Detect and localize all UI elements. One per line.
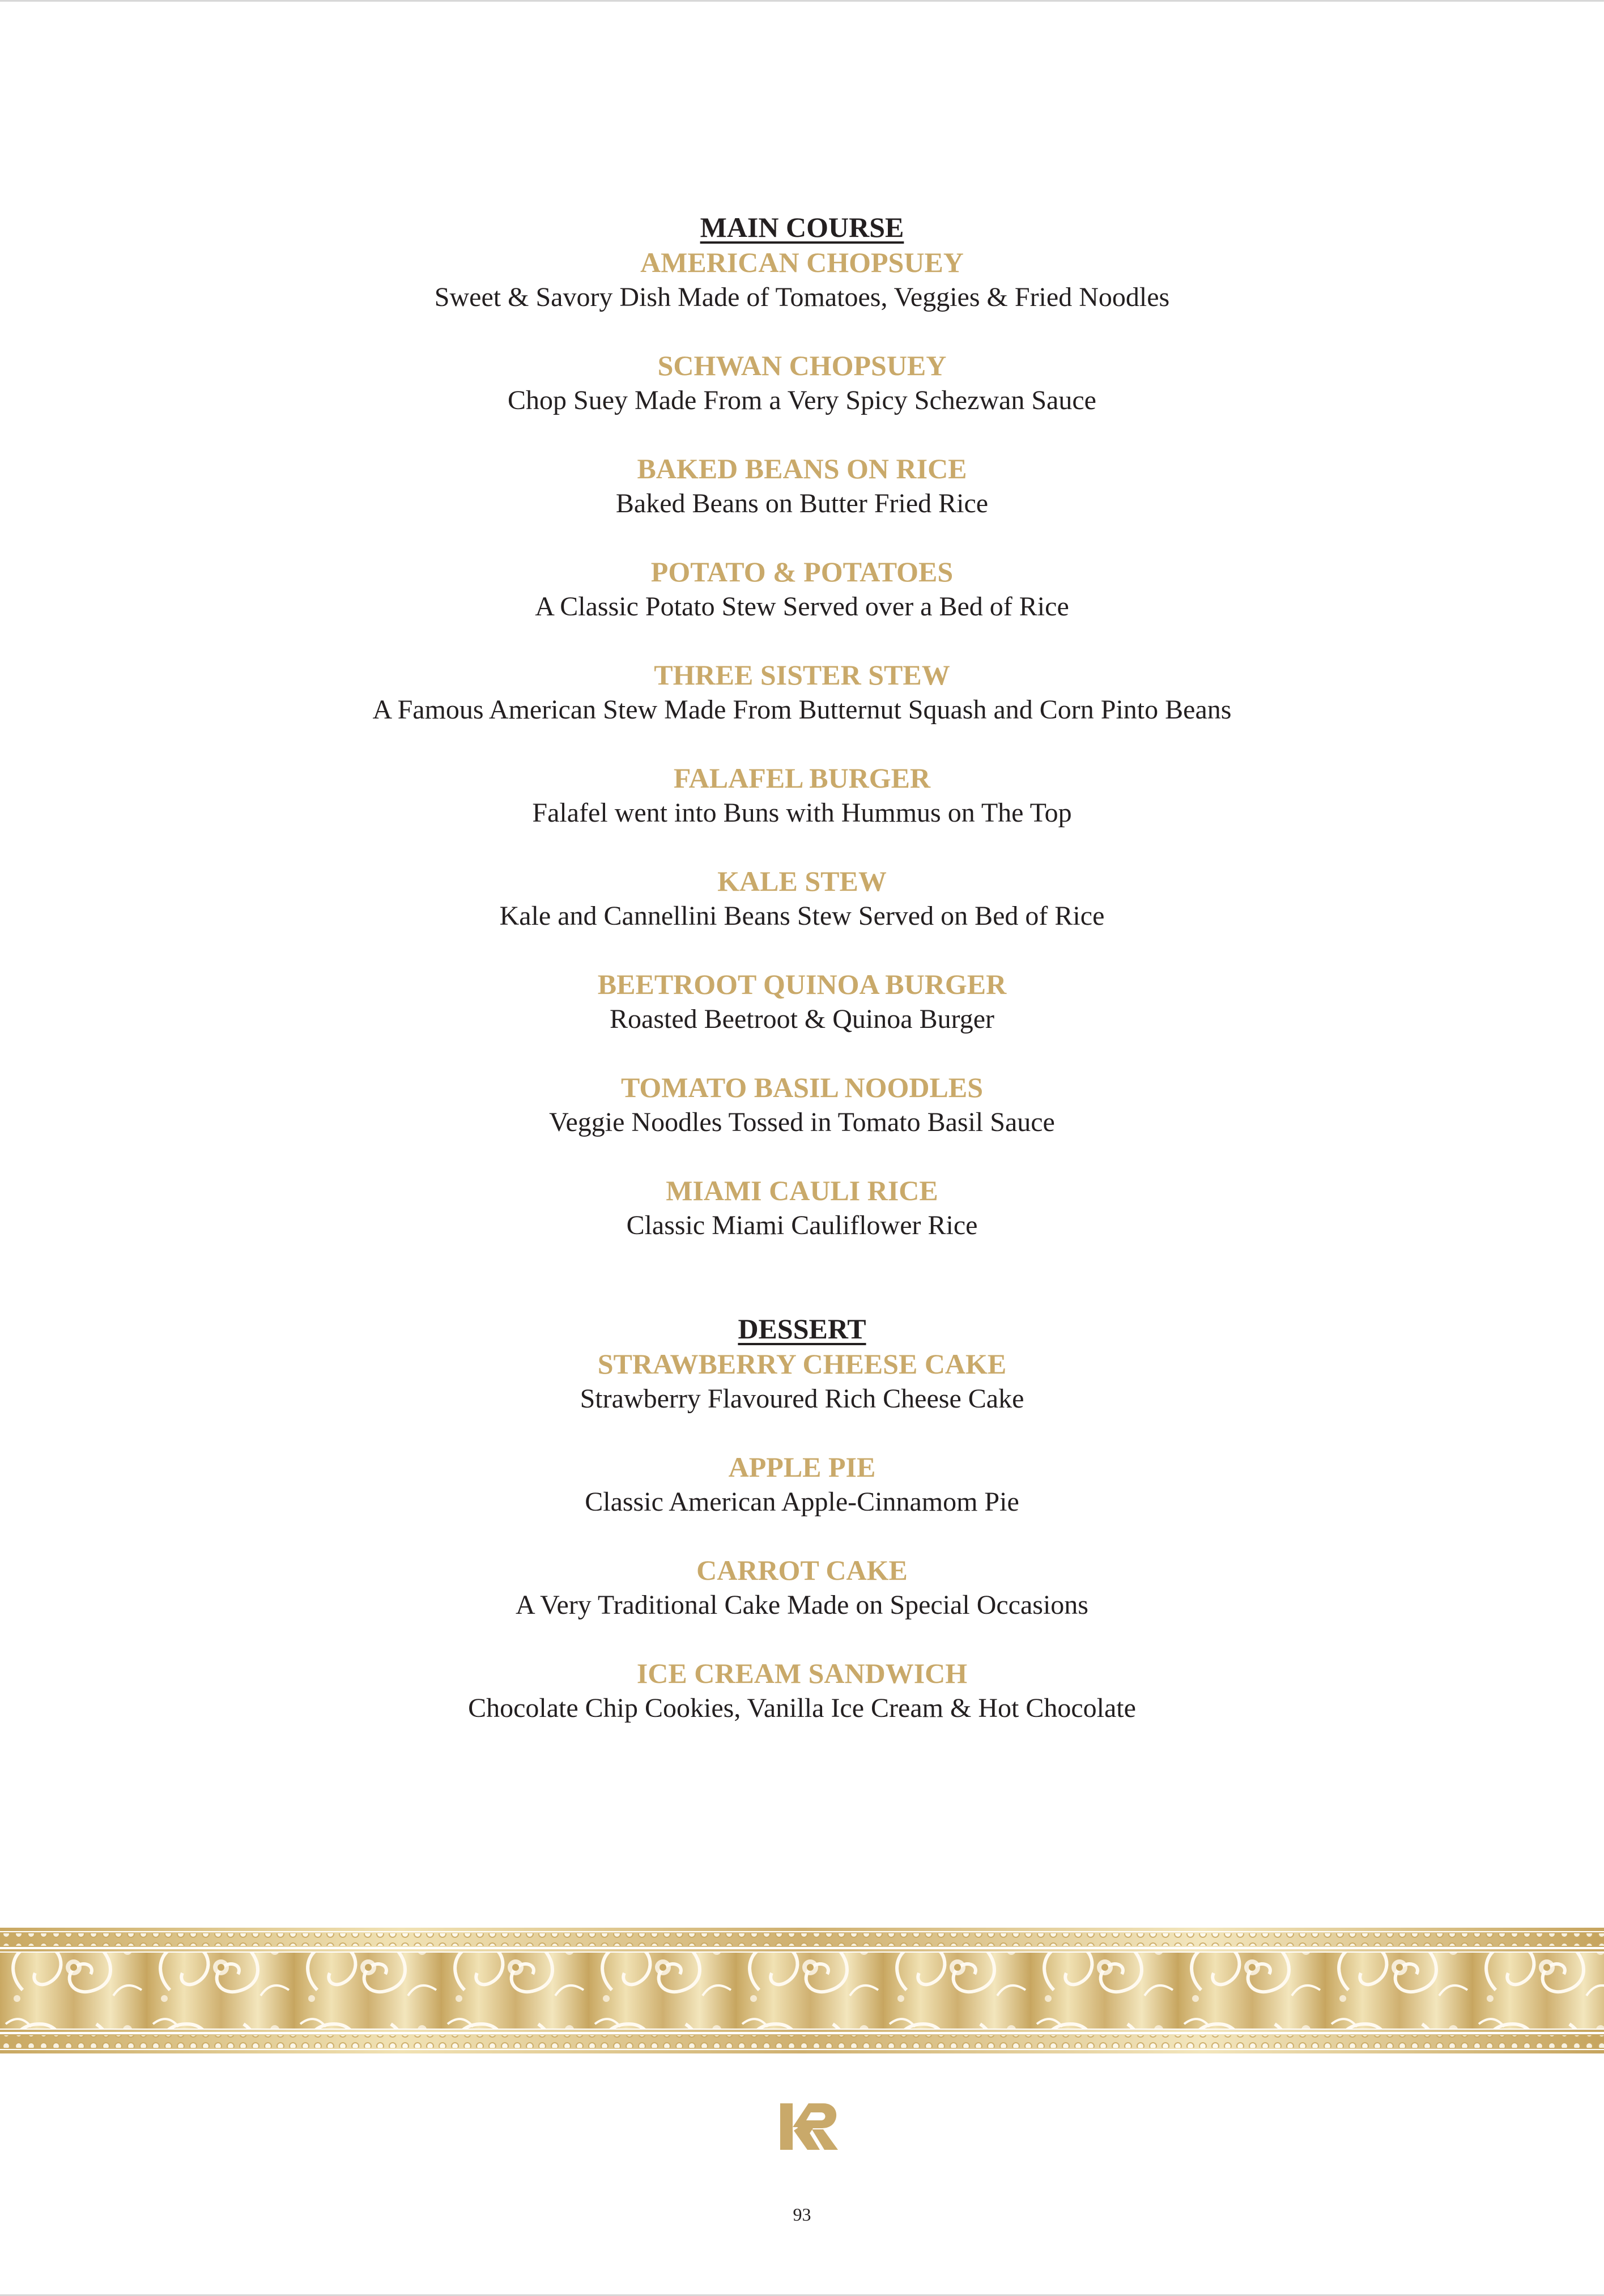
dish-description: Classic American Apple-Cinnamom Pie	[585, 1487, 1019, 1517]
menu-item	[0, 1173, 1604, 1243]
menu-item	[0, 1346, 1604, 1417]
menu-item	[0, 967, 1604, 1037]
dish-description: Sweet & Savory Dish Made of Tomatoes, Veggies & Fried Noodles	[434, 282, 1170, 312]
dish-description: Baked Beans on Butter Fried Rice	[615, 488, 989, 518]
menu-item	[0, 348, 1604, 418]
dish-name: STRAWBERRY CHEESE CAKE	[597, 1348, 1007, 1380]
menu-item	[0, 657, 1604, 728]
dish-description: Kale and Cannellini Beans Stew Served on Bed of Rice	[499, 901, 1105, 931]
menu-item	[0, 760, 1604, 831]
section-title: MAIN COURSE	[700, 211, 904, 243]
menu-item	[0, 554, 1604, 624]
dish-name: BEETROOT QUINOA BURGER	[597, 968, 1007, 1000]
dish-description: Roasted Beetroot & Quinoa Burger	[610, 1004, 994, 1034]
menu-item	[0, 1553, 1604, 1623]
dish-description: Veggie Noodles Tossed in Tomato Basil Sauce	[549, 1107, 1055, 1137]
kr-logo-icon	[779, 2101, 839, 2152]
dish-description: A Famous American Stew Made From Butternut Squash and Corn Pinto Beans	[372, 695, 1232, 725]
section-dessert	[0, 1311, 1604, 1726]
dish-name: KALE STEW	[717, 865, 887, 897]
dish-description: Chop Suey Made From a Very Spicy Schezwan Sauce	[508, 385, 1096, 415]
dish-name: POTATO & POTATOES	[650, 556, 954, 588]
page-number: 93	[793, 2204, 811, 2225]
dish-description: Strawberry Flavoured Rich Cheese Cake	[580, 1384, 1024, 1414]
menu	[0, 210, 1604, 1759]
dish-description: Classic Miami Cauliflower Rice	[626, 1210, 978, 1240]
dish-description: Chocolate Chip Cookies, Vanilla Ice Cream & Hot Chocolate	[468, 1693, 1136, 1723]
dish-description: A Classic Potato Stew Served over a Bed of Rice	[535, 592, 1069, 622]
dish-name: TOMATO BASIL NOODLES	[620, 1072, 984, 1103]
dish-description: A Very Traditional Cake Made on Special Occasions	[516, 1590, 1088, 1620]
dish-name: BAKED BEANS ON RICE	[637, 453, 967, 484]
ornamental-border	[0, 1928, 1604, 2053]
dish-description: Falafel went into Buns with Hummus on The Top	[532, 798, 1072, 828]
dish-name: AMERICAN CHOPSUEY	[640, 246, 964, 278]
menu-item	[0, 864, 1604, 934]
menu-item	[0, 451, 1604, 521]
dish-name: ICE CREAM SANDWICH	[636, 1657, 968, 1689]
menu-item	[0, 1070, 1604, 1140]
menu-item	[0, 245, 1604, 315]
section-title: DESSERT	[738, 1313, 866, 1345]
dish-name: CARROT CAKE	[696, 1554, 908, 1586]
dish-name: MIAMI CAULI RICE	[666, 1175, 938, 1206]
dish-name: APPLE PIE	[728, 1451, 876, 1483]
dish-name: SCHWAN CHOPSUEY	[657, 350, 947, 381]
menu-item	[0, 1656, 1604, 1726]
dish-name: FALAFEL BURGER	[673, 762, 931, 794]
menu-item	[0, 1449, 1604, 1520]
section-main-course	[0, 210, 1604, 1243]
dish-name: THREE SISTER STEW	[654, 659, 950, 691]
